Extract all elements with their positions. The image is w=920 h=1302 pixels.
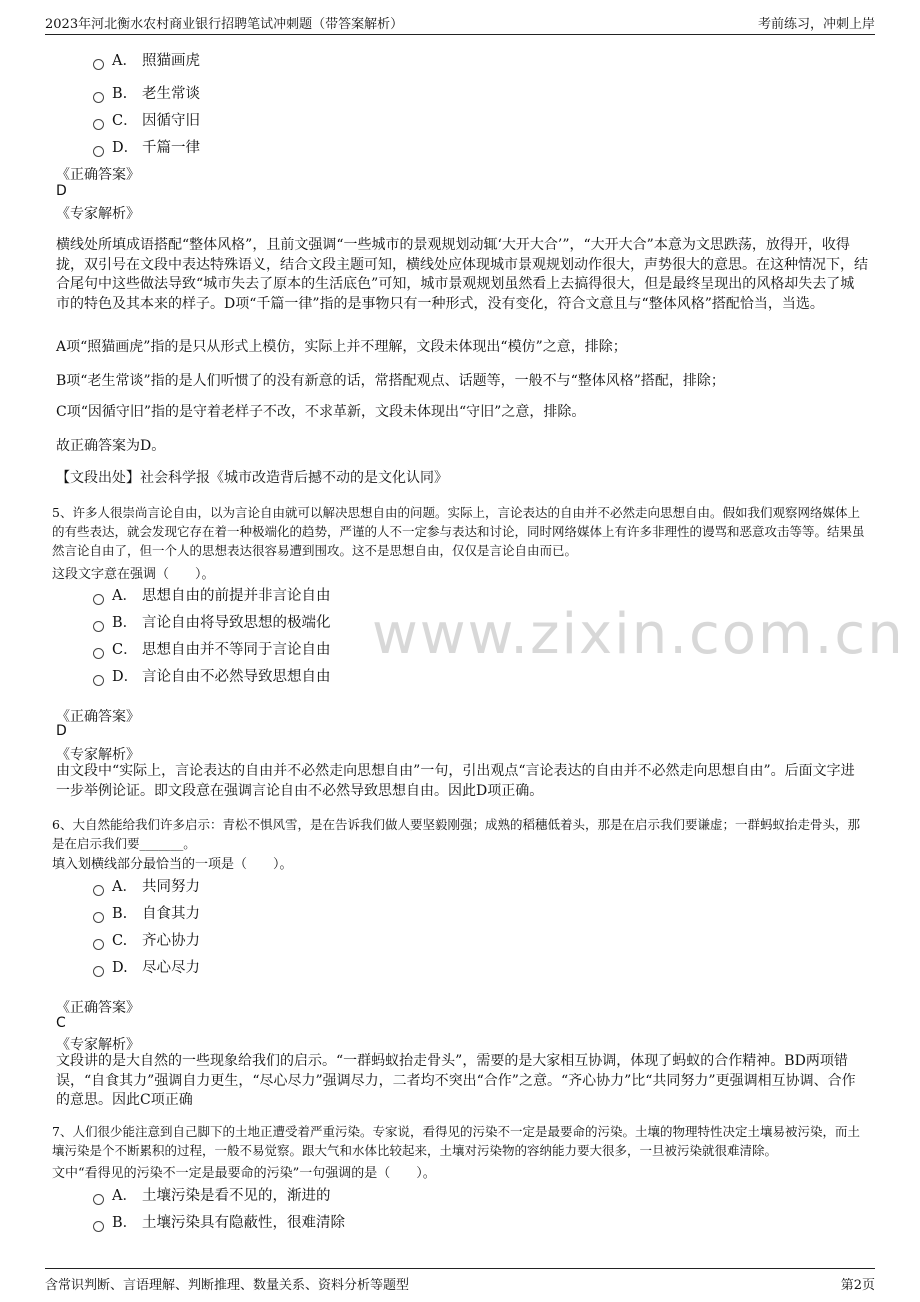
q4-answer-title: 《正确答案》 [56,167,140,183]
q5-analysis-title: 《专家解析》 [56,747,140,763]
q4-source: 【文段出处】社会科学报《城市改造背后撼不动的是文化认同》 [56,470,448,486]
radio-icon[interactable] [93,59,104,70]
q4-analysis-b: B项“老生常谈”指的是人们听惯了的没有新意的话，常搭配观点、话题等，一般不与“整体风格”搭配，排除； [56,373,725,389]
radio-icon[interactable] [93,966,104,977]
q7-option-b[interactable]: B． 土壤污染具有隐蔽性，很难清除 [93,1211,345,1232]
q4-option-d[interactable]: D． 千篇一律 [93,136,200,157]
radio-icon[interactable] [93,885,104,896]
q5-option-b[interactable]: B． 言论自由将导致思想的极端化 [93,611,331,632]
radio-icon[interactable] [93,939,104,950]
page-footer [45,1268,875,1295]
q4-analysis-title: 《专家解析》 [56,206,140,222]
q5-option-c[interactable]: C． 思想自由并不等同于言论自由 [93,638,331,659]
q6-option-b[interactable]: B. 自食其力 [93,902,200,923]
q6-option-a[interactable]: A． 共同努力 [93,875,200,896]
q7-stem: 7、人们很少能注意到自己脚下的土地正遭受着严重污染。专家说，看得见的污染不一定是最要命的污染。土壤的物理特性决定土壤易被污染，而土壤污染是个不断累积的过程，一般不易觉察。跟大气和水体比较起来，土壤对污染物的容纳能力要大很多，一旦被污染就很难清除。 [52,1124,860,1158]
q5-stem: 5、许多人很崇尚言论自由，以为言论自由就可以解决思想自由的问题。实际上，言论表达的自由并不必然走向思想自由。假如我们观察网络媒体上的有些表达，就会发现它存在着一种极端化的趋势，严谨的人不一定参与表达和讨论，同时网络媒体上有许多非理性的谩骂和恶意攻击等等。结果虽然言论自由了，但一个人的思想表达很容易遭到围攻。这不是思想自由，仅仅是言论自由而已。 [52,505,865,558]
radio-icon[interactable] [93,119,104,130]
q5-answer: D [56,723,67,739]
q6-answer: C [56,1015,66,1031]
q4-answer: D [56,183,67,199]
radio-icon[interactable] [93,912,104,923]
radio-icon[interactable] [93,1194,104,1205]
footer-text: 含常识判断、言语理解、判断推理、数量关系、资料分析等题型 [45,1278,410,1293]
watermark: www.zixin.com.cn [372,602,905,667]
q6-analysis: 文段讲的是大自然的一些现象给我们的启示。“一群蚂蚁抬走骨头”，需要的是大家相互协调，体现了蚂蚁的合作精神。BD两项错误，“自食其力”强调自力更生，“尽心尽力”强调尽力，二者均不突出“合作”之意。“齐心协力”比“共同努力”更强调相互协调、合作的意思。因此C项正确 [56,1053,856,1108]
radio-icon[interactable] [93,648,104,659]
q6-answer-title: 《正确答案》 [56,1000,140,1016]
radio-icon[interactable] [93,621,104,632]
header-slogan: 考前练习，冲刺上岸 [757,17,875,32]
q7-question: 文中“看得见的污染不一定是最要命的污染”一句强调的是（ ）。 [52,1166,436,1181]
q5-question: 这段文字意在强调（ ）。 [52,567,215,582]
q6-question: 填入划横线部分最恰当的一项是（ ）。 [52,857,293,872]
q6-stem: 6、大自然能给我们许多启示：青松不惧风雪，是在告诉我们做人要坚毅刚强；成熟的稻穗低着头，那是在启示我们要谦虚；一群蚂蚁抬走骨头，那是在启示我们要_______。 [52,817,860,851]
q4-option-b[interactable]: B. 老生常谈 [93,82,200,103]
q5-option-d[interactable]: D． 言论自由不必然导致思想自由 [93,665,331,686]
q4-option-a[interactable]: A． 照猫画虎 [93,49,200,70]
q6-option-c[interactable]: C. 齐心协力 [93,929,200,950]
q4-conclusion: 故正确答案为D。 [56,438,166,454]
page-number: 第2页 [840,1278,875,1293]
q5-answer-title: 《正确答案》 [56,709,140,725]
page-header [45,10,875,35]
q6-analysis-title: 《专家解析》 [56,1037,140,1053]
q4-analysis-a: A项“照猫画虎”指的是只从形式上模仿，实际上并不理解，文段未体现出“模仿”之意，排除； [56,339,627,355]
radio-icon[interactable] [93,1221,104,1232]
document-title: 2023年河北衡水农村商业银行招聘笔试冲刺题（带答案解析） [45,17,404,32]
radio-icon[interactable] [93,675,104,686]
radio-icon[interactable] [93,92,104,103]
q5-analysis: 由文段中“实际上，言论表达的自由并不必然走向思想自由”一句，引出观点“言论表达的自由并不必然走向思想自由”。后面文字进一步举例论证。即文段意在强调言论自由不必然导致思想自由。因此D项正确。 [56,763,855,799]
radio-icon[interactable] [93,146,104,157]
q5-option-a[interactable]: A． 思想自由的前提并非言论自由 [93,584,331,605]
q4-analysis-c: C项“因循守旧”指的是守着老样子不改，不求革新，文段未体现出“守旧”之意，排除。 [56,404,586,420]
radio-icon[interactable] [93,594,104,605]
q7-option-a[interactable]: A． 土壤污染是看不见的，渐进的 [93,1184,331,1205]
q6-option-d[interactable]: D. 尽心尽力 [93,956,200,977]
q4-analysis: 横线处所填成语搭配“整体风格”，且前文强调“一些城市的景观规划动辄‘大开大合’”，“大开大合”本意为文思跌荡，放得开，收得拢，双引号在文段中表达特殊语义，结合文段主题可知，横线处应体现城市景观规划动作很大，声势很大的意思。在这种情况下，结合尾句中这些做法导致“城市失去了原本的生活底色”可知，城市景观规划虽然看上去搞得很大，但是最终呈现出的风格却失去了城市的特色及其本来的样子。D项“千篇一律”指的是事物只有一种形式，没有变化，符合文意且与“整体风格”搭配恰当，当选。 [56,237,868,312]
q4-option-c[interactable]: C． 因循守旧 [93,109,200,130]
